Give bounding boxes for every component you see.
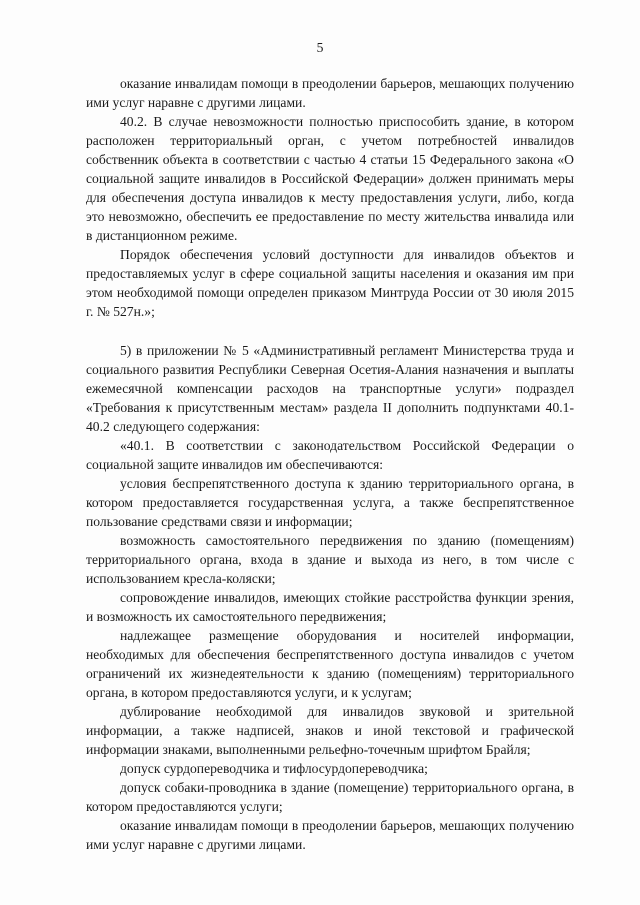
paragraph: 5) в приложении № 5 «Административный регламент Министерства труда и социального развития Республики Северная Осетия-Алания назначения и выплаты ежемесячной компенсации расходов на транспортные услуги» подраздел «Требования к присутственным местам» раздела II дополнить подпунктами 40.1- 40.2 следующего содержания: <box>86 343 574 434</box>
paragraph: допуск собаки-проводника в здание (помещение) территориального органа, в котором предоставляются услуги; <box>86 780 574 814</box>
page-number: 5 <box>316 40 324 55</box>
paragraph: допуск сурдопереводчика и тифлосурдопереводчика; <box>120 761 428 776</box>
paragraph: возможность самостоятельного передвижения по зданию (помещениям) территориального органа, входа в здание и выхода из него, в том числе с использованием кресла-коляски; <box>86 533 574 586</box>
paragraph: дублирование необходимой для инвалидов звуковой и зрительной информации, а также надписей, знаков и иной текстовой и графической информации знаками, выполненными рельефно-точечным шрифтом Брайля; <box>86 704 574 757</box>
paragraph: 40.2. В случае невозможности полностью приспособить здание, в котором расположен территориальный орган, с учетом потребностей инвалидов собственник объекта в соответствии с частью 4 статьи 15 Федерального закона «О социальной защите инвалидов в Российской Федерации» должен принимать меры для обеспечения доступа инвалидов к месту предоставления услуги, либо, когда это невозможно, обеспечить ее предоставление по месту жительства инвалида или в дистанционном режиме. <box>86 114 574 243</box>
paragraph: Порядок обеспечения условий доступности для инвалидов объектов и предоставляемых услуг в сфере социальной защиты населения и оказания им при этом необходимой помощи определен приказом Минтруда России от 30 июля 2015 г. № 527н.»; <box>86 247 574 319</box>
paragraph: условия беспрепятственного доступа к зданию территориального органа, в котором предоставляется государственная услуга, а также беспрепятственное пользование средствами связи и информации; <box>86 476 574 529</box>
paragraph: надлежащее размещение оборудования и носителей информации, необходимых для обеспечения беспрепятственного доступа инвалидов с учетом ограничений их жизнедеятельности к зданию (помещениям) территориального органа, в котором предоставляются услуги, и к услугам; <box>86 628 574 700</box>
paragraph: сопровождение инвалидов, имеющих стойкие расстройства функции зрения, и возможность их самостоятельного передвижения; <box>86 590 574 624</box>
paragraph: «40.1. В соответствии с законодательством Российской Федерации о социальной защите инвалидов им обеспечиваются: <box>86 438 574 472</box>
paragraph: оказание инвалидам помощи в преодолении барьеров, мешающих получению ими услуг наравне с другими лицами. <box>86 76 574 110</box>
paragraph: оказание инвалидам помощи в преодолении барьеров, мешающих получению ими услуг наравне с другими лицами. <box>86 818 574 852</box>
paragraph-spacer <box>86 321 574 341</box>
document-body <box>86 74 574 854</box>
